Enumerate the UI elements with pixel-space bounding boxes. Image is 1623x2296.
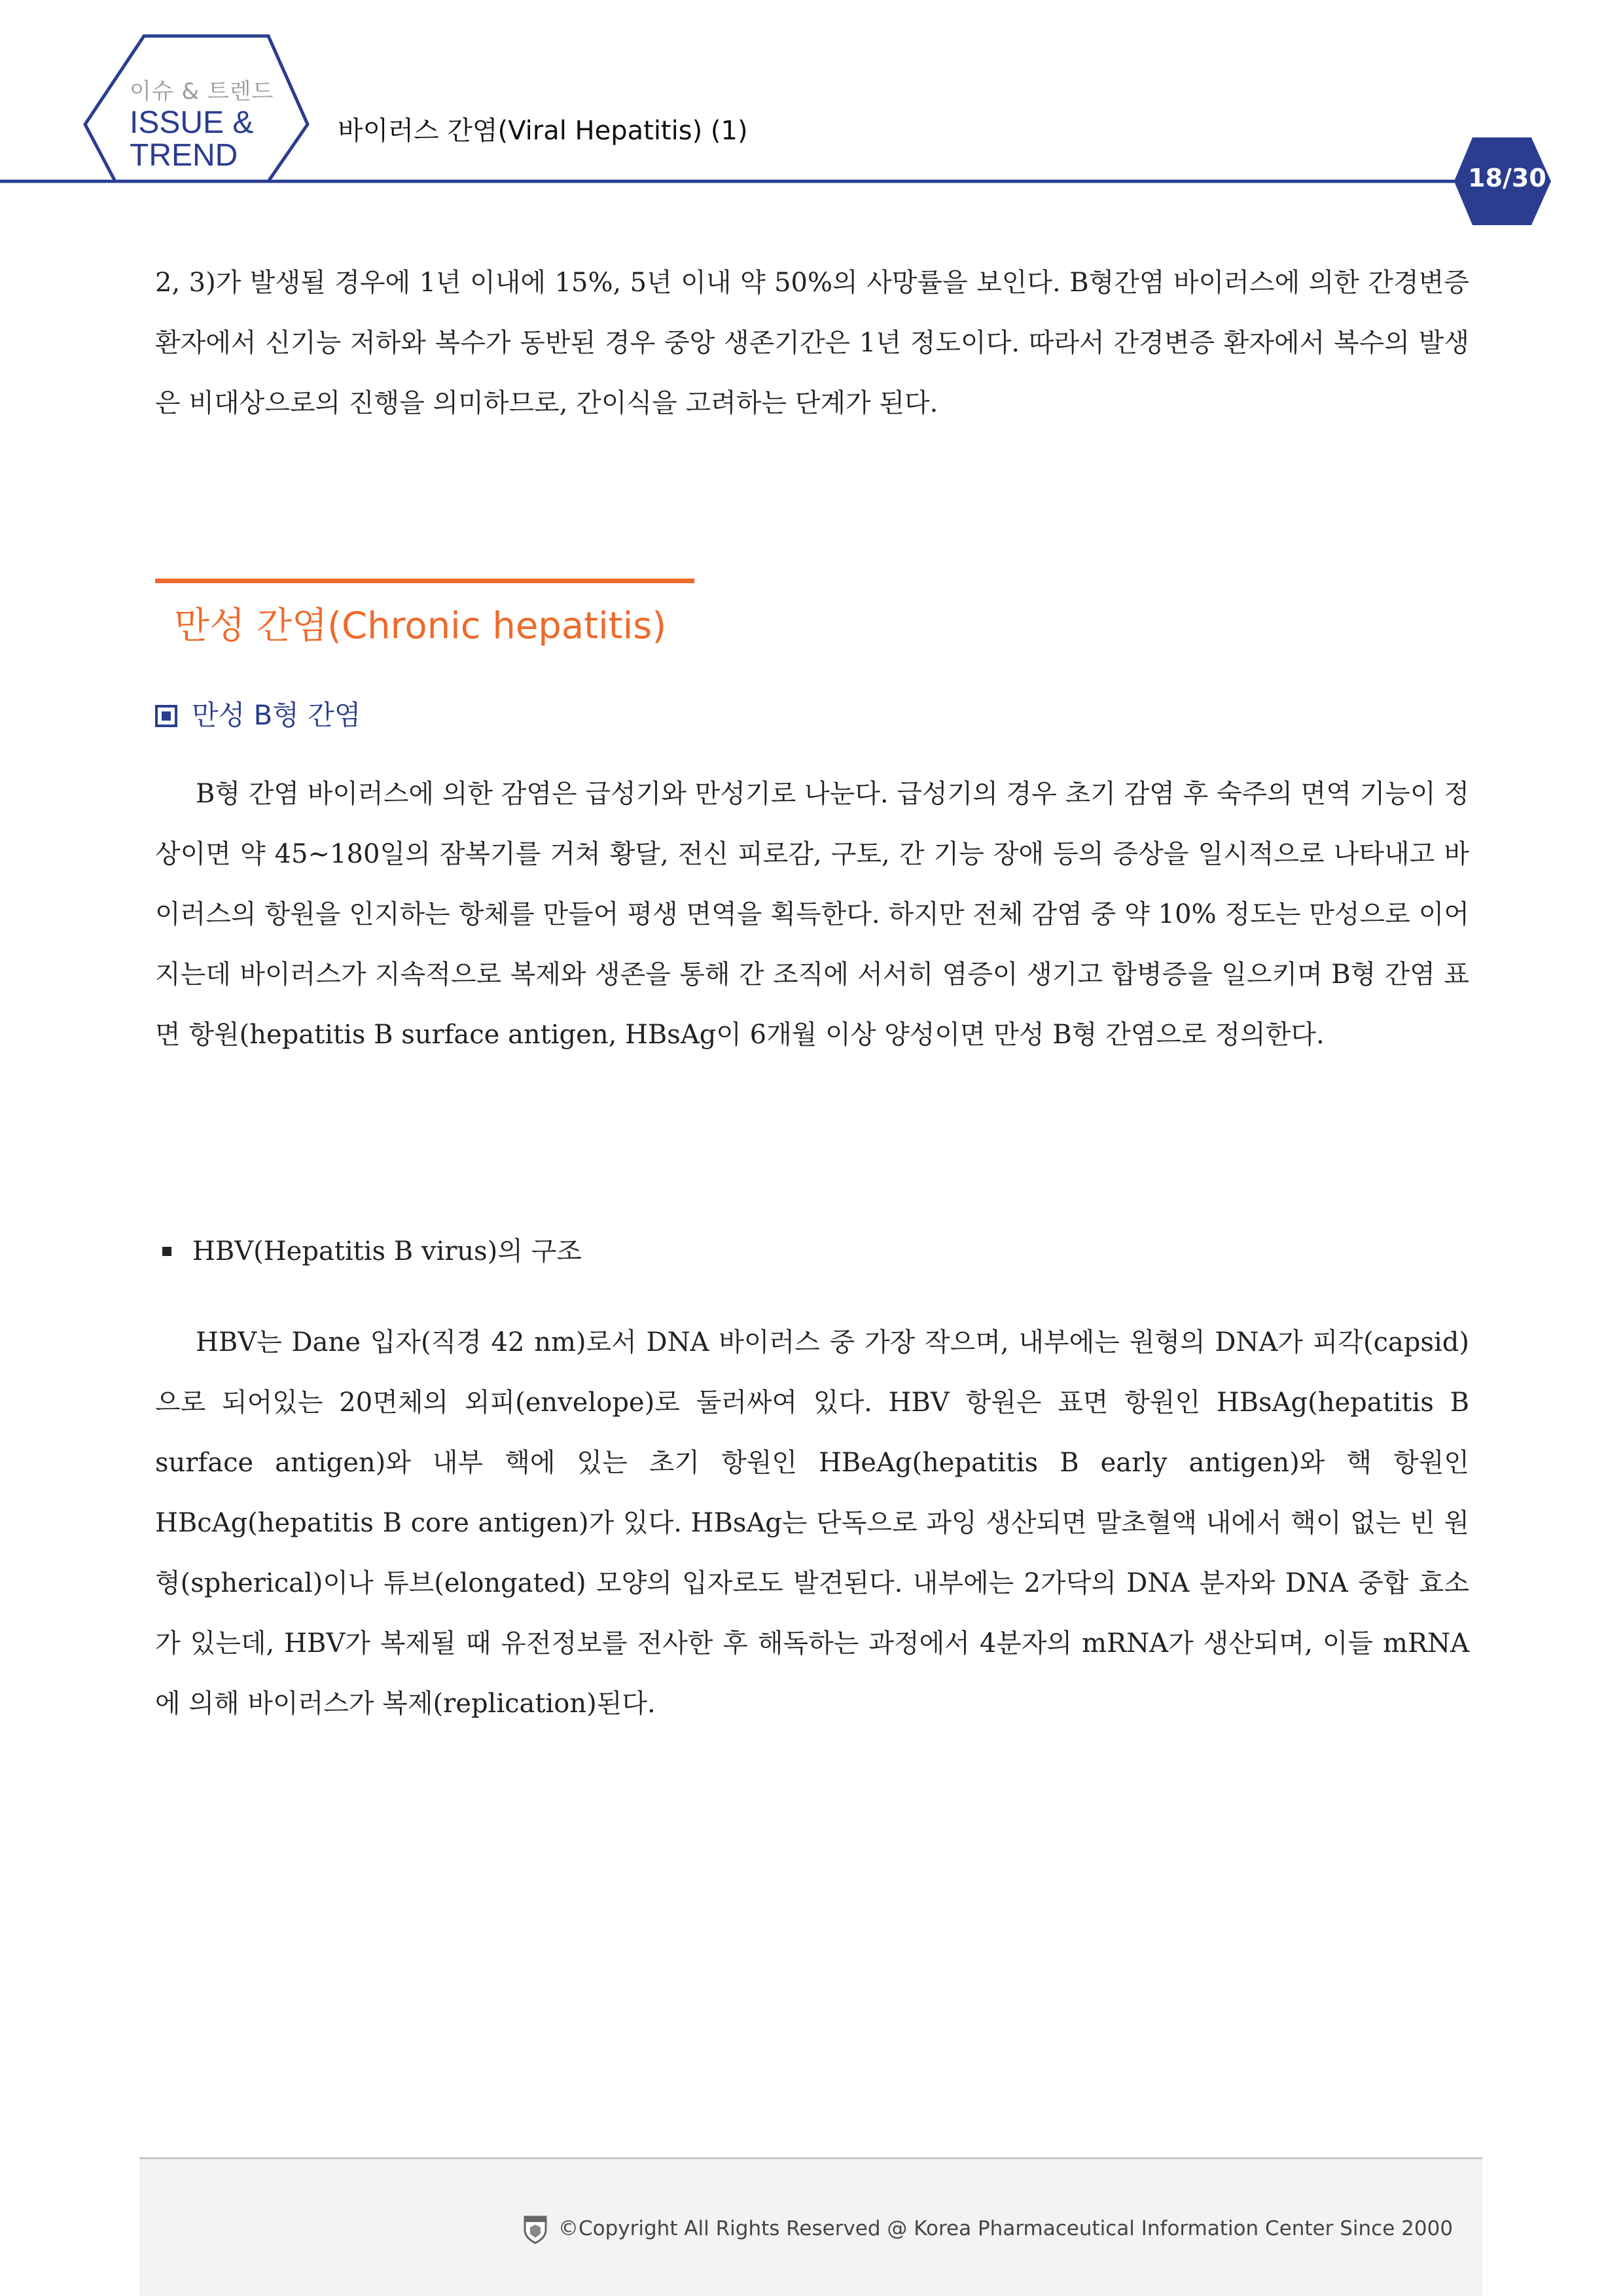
subsection-title: 만성 B형 간염 [192, 699, 361, 731]
hbv-structure-paragraph: HBV는 Dane 입자(직경 42 nm)로서 DNA 바이러스 중 가장 작으며, 내부에는 원형의 DNA가 피각(capsid)으로 되어있는 20면체의 외피(envelope)로 둘러싸여 있다. HBV 항원은 표면 항원인 HBsAg(hepatitis B surface antigen)와 내부 핵에 있는 초기 항원인 HBeAg(hepatitis B early antigen)와 핵 항원인HBcAg(hepatitis B core antigen)가 있다. HBsAg는 단독으로 과잉 생산되면 말초혈액 내에서 핵이 없는 빈 원형(spherical)이나 튜브(elongated) 모양의 입자로도 발견된다. 내부에는 2가닥의 DNA 분자와 DNA 중합 효소가 있는데, HBV가 복제될 때 유전정보를 전사한 후 해독하는 과정에서 4분자의 mRNA가 생산되며, 이들 mRNA에 의해 바이러스가 복제(replication)된다. [155, 1327, 1469, 1719]
category-label-issue: ISSUE & [130, 105, 254, 140]
page-footer [139, 2157, 1482, 2296]
chronic-b-paragraph: B형 간염 바이러스에 의한 감염은 급성기와 만성기로 나눈다. 급성기의 경우 초기 감염 후 숙주의 면역 기능이 정상이면 약 45~180일의 잠복기를 거쳐 황달, 전신 피로감, 구토, 간 기능 장애 등의 증상을 일시적으로 나타내고 바이러스의 항원을 인지하는 항체를 만들어 평생 면역을 획득한다. 하지만 전체 감염 중 약 10% 정도는 만성으로 이어지는데 바이러스가 지속적으로 복제와 생존을 통해 간 조직에 서서히 염증이 생기고 합병증을 일으키며 B형 간염 표면 항원(hepatitis B surface antigen, HBsAg이 6개월 이상 양성이면 만성 B형 간염으로 정의한다. [155, 779, 1469, 1050]
copyright-text: ©Copyright All Rights Reserved @ Korea Pharmaceutical Information Center Since 2000 [558, 2217, 1454, 2240]
page-number: 18/30 [1468, 164, 1546, 192]
section-title: 만성 간염(Chronic hepatitis) [174, 605, 667, 647]
section-rule [155, 579, 694, 583]
bullet-title: HBV(Hepatitis B virus)의 구조 [192, 1236, 582, 1266]
category-label-trend: TREND [130, 138, 238, 173]
document-title: 바이러스 간염(Viral Hepatitis) (1) [338, 116, 748, 146]
bullet-heading [162, 1230, 582, 1268]
shield-emblem-icon [522, 2214, 548, 2244]
square-bullet-icon [155, 705, 177, 727]
subsection-heading [155, 694, 361, 733]
small-square-bullet-icon [162, 1247, 171, 1256]
category-label-korean: 이슈 & 트렌드 [130, 79, 274, 105]
intro-paragraph: 2, 3)가 발생될 경우에 1년 이내에 15%, 5년 이내 약 50%의 사망률을 보인다. B형간염 바이러스에 의한 간경변증 환자에서 신기능 저하와 복수가 동반된 경우 중앙 생존기간은 1년 정도이다. 따라서 간경변증 환자에서 복수의 발생은 비대상으로의 진행을 의미하므로, 간이식을 고려하는 단계가 된다. [155, 268, 1469, 418]
